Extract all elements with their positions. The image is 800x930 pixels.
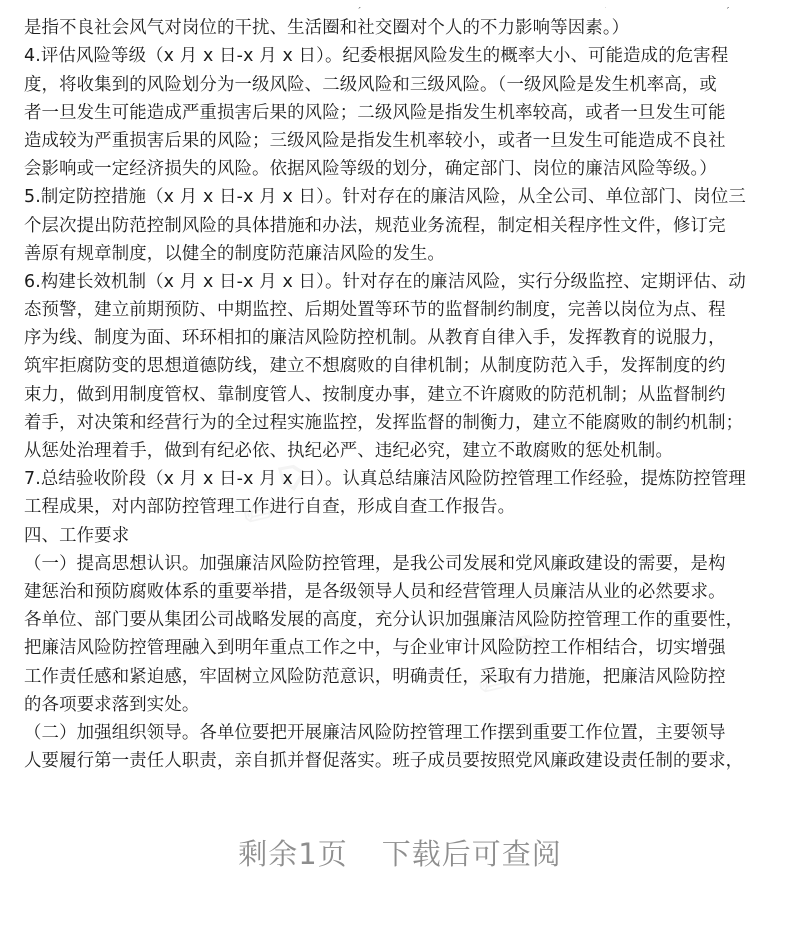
text-line: 者一旦发生可能造成严重损害后果的风险；二级风险是指发生机率较高，或者一旦发生可能 [24,102,726,123]
text-line: 工程成果，对内部防控管理工作进行自查，形成自查工作报告。 [24,497,516,518]
text-line: 从惩处治理着手，做到有纪必依、执纪必严、违纪必究，建立不敢腐败的惩处机制。 [24,441,674,461]
text-line: 5.制定防控措施（x 月 x 日-x 月 x 日）。针对存在的廉洁风险，从全公司、单位部门、岗位三 [24,187,746,208]
text-line: 序为线、制度为面、环环相扣的廉洁风险防控机制。从教育自律入手，发挥教育的说服力， [24,328,726,349]
text-line: 着手，对决策和经营行为的全过程实施监控，发挥监督的制衡力，建立不能腐败的制约机制； [24,412,744,433]
text-line: 把廉洁风险防控管理融入到明年重点工作之中，与企业审计风险防控工作相结合，切实增强 [24,638,726,659]
text-line: 四、工作要求 [24,525,130,546]
remaining-pages-text: 剩余1页 [238,837,348,871]
download-to-view-text: 下载后可查阅 [381,837,562,871]
text-line: 度，将收集到的风险划分为一级风险、二级风险和三级风险。（一级风险是发生机率高，或 [24,74,717,95]
text-line: （一）提高思想认识。加强廉洁风险防控管理，是我公司发展和党风廉政建设的需要，是构 [24,553,726,574]
text-line: 7.总结验收阶段（x 月 x 日-x 月 x 日）。认真总结廉洁风险防控管理工作经验，提炼防控管理 [24,469,746,490]
text-line: 筑牢拒腐防变的思想道德防线，建立不想腐败的自律机制；从制度防范入手，发挥制度的约 [24,356,726,377]
text-line: 态预警，建立前期预防、中期监控、后期处置等环节的监督制约制度，完善以岗位为点、程 [24,300,726,321]
page-top-cutoff [0,0,800,7]
text-line: 建惩治和预防腐败体系的重要举措，是各级领导人员和经营管理人员廉洁从业的必然要求。 [24,581,726,602]
text-line: （二）加强组织领导。各单位要把开展廉洁风险防控管理工作摆到重要工作位置，主要领导 [24,722,726,743]
text-line: 人要履行第一责任人职责，亲自抓并督促落实。班子成员要按照党风廉政建设责任制的要求， [24,751,744,772]
watermark: ✎ ⌂ [231,448,317,543]
text-line: 4.评估风险等级（x 月 x 日-x 月 x 日）。纪委根据风险发生的概率大小、可能造成的危害程 [24,46,729,67]
text-line: 善原有规章制度，以健全的制度防范廉洁风险的发生。 [24,243,445,264]
document-body [24,0,784,775]
text-line: 是指不良社会风气对岗位的干扰、生活圈和社交圈对个人的不力影响等因素。） [24,18,630,39]
text-line: 会影响或一定经济损失的风险。依据风险等级的划分，确定部门、岗位的廉洁风险等级。） [24,159,717,180]
text-line: 各单位、部门要从集团公司战略发展的高度，充分认识加强廉洁风险防控管理工作的重要性， [24,610,744,631]
text-line: 6.构建长效机制（x 月 x 日-x 月 x 日）。针对存在的廉洁风险，实行分级监控、定期评估、动 [24,271,746,292]
text-line: 个层次提出防范控制风险的具体措施和办法，规范业务流程，制定相关程序性文件，修订完 [24,215,726,236]
watermark: ✎ ⌂ [466,618,552,713]
download-prompt[interactable] [0,832,800,873]
text-line: 造成较为严重损害后果的风险；三级风险是指发生机率较小，或者一旦发生可能造成不良社 [24,130,726,151]
text-line: 工作责任感和紧迫感，牢固树立风险防范意识，明确责任，采取有力措施，把廉洁风险防控 [24,666,726,687]
text-line: 束力，做到用制度管权、靠制度管人、按制度办事，建立不许腐败的防范机制；从监督制约 [24,384,726,405]
text-line: 的各项要求落到实处。 [24,694,200,715]
